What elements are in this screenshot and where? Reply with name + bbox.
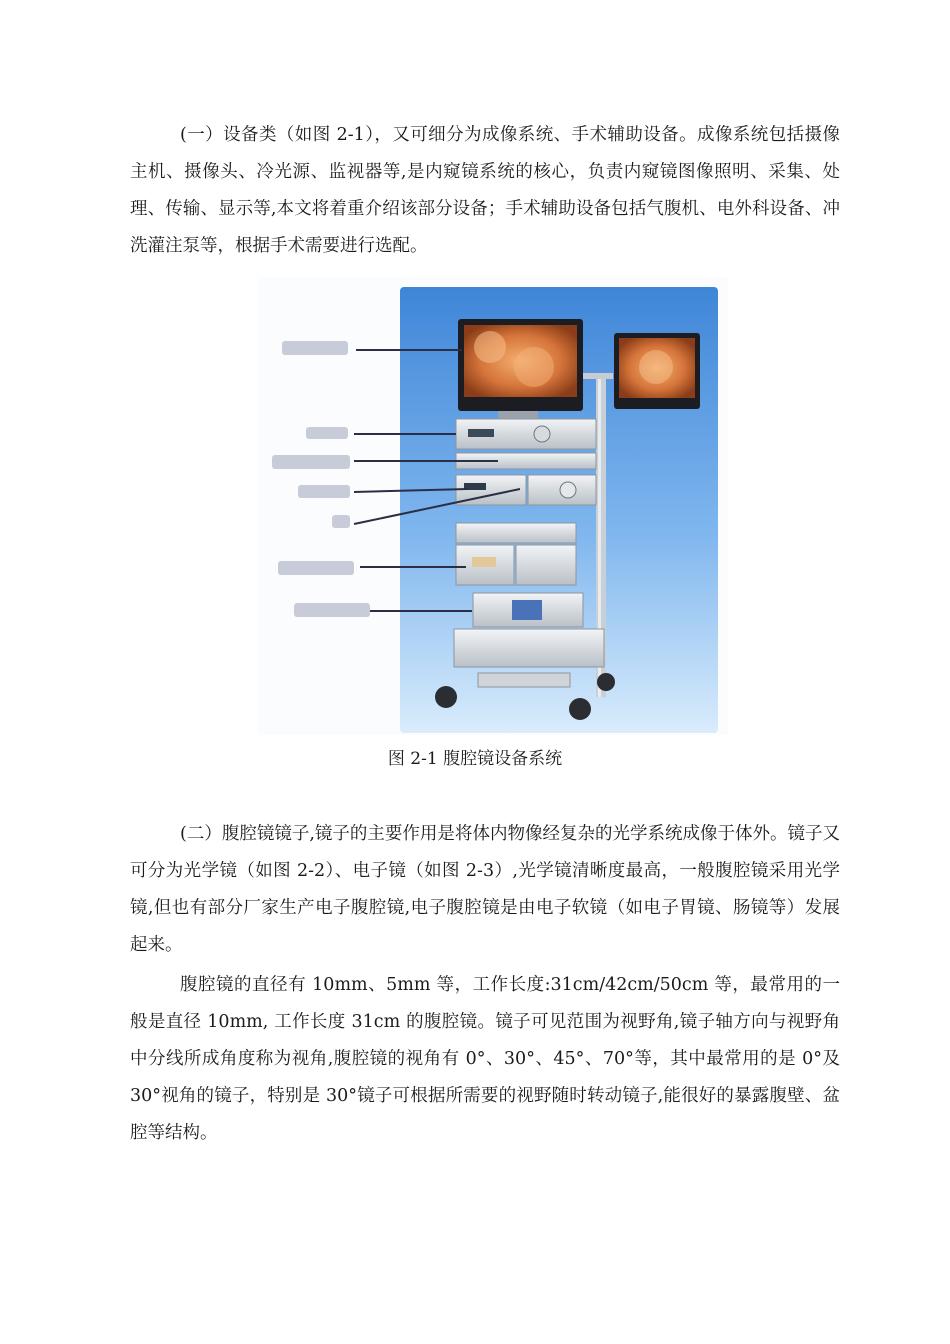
paragraph-equipment: (一）设备类（如图 2-1），又可细分为成像系统、手术辅助设备。成像系统包括摄像主机、摄像头、冷光源、监视器等,是内窥镜系统的核心，负责内窥镜图像照明、采集、处理、传输、显示等,本文将着重介绍该部分设备；手术辅助设备包括气腹机、电外科设备、冲洗灌注泵等，根据手术需要进行选配。 (130, 125, 840, 256)
laparoscope-equipment-figure (258, 277, 728, 735)
paragraph-scope: (二）腹腔镜镜子,镜子的主要作用是将体内物像经复杂的光学系统成像于体外。镜子又可分为光学镜（如图 2-2）、电子镜（如图 2-3）,光学镜清晰度最高，一般腹腔镜采用光学镜,但也有部分厂家生产电子腹腔镜,电子腹腔镜是由电子软镜（如电子胃镜、肠镜等）发展起来。 (130, 824, 840, 955)
paragraph-scope-specs: 腹腔镜的直径有 10mm、5mm 等，工作长度:31cm/42cm/50cm 等，最常用的一般是直径 10mm, 工作长度 31cm 的腹腔镜。镜子可见范围为视野角,镜子轴方向与视野角中分线所成角度称为视角,腹腔镜的视角有 0°、30°、45°、70°等，其中最常用的是 0°及 30°视角的镜子，特别是 30°镜子可根据所需要的视野随时转动镜子,能很好的暴露腹壁、盆腔等结构。 (130, 975, 840, 1143)
equipment-cart-image (258, 277, 728, 735)
figure-caption: 图 2-1 腹腔镜设备系统 (387, 749, 563, 769)
